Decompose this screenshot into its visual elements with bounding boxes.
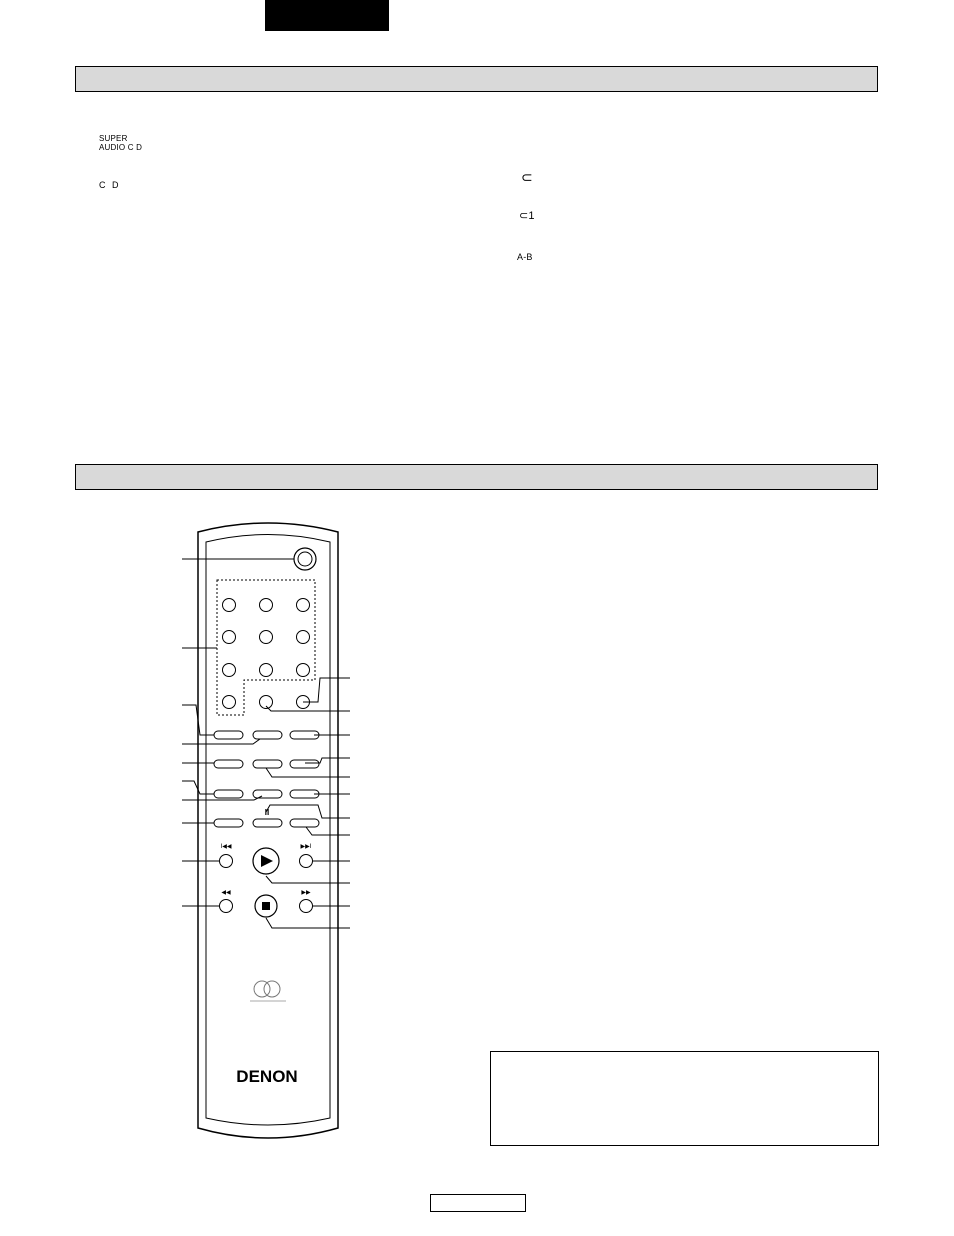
function-button-r3-mid[interactable] bbox=[253, 790, 282, 798]
skip-back-icon: I◀◀ bbox=[220, 843, 232, 850]
cd-indicator: C D bbox=[99, 180, 121, 190]
page-number-box bbox=[430, 1194, 526, 1212]
number-key-0[interactable] bbox=[223, 696, 236, 709]
function-button-r4-right[interactable] bbox=[290, 819, 319, 827]
function-button-r1-mid[interactable] bbox=[253, 731, 282, 739]
number-key-6[interactable] bbox=[297, 631, 310, 644]
rewind-icon: ◀◀ bbox=[221, 889, 231, 896]
skip-forward-button[interactable] bbox=[300, 855, 313, 868]
pause-button[interactable] bbox=[253, 819, 282, 827]
play-button[interactable] bbox=[253, 848, 279, 874]
number-key-3[interactable] bbox=[297, 599, 310, 612]
number-key-5[interactable] bbox=[260, 631, 273, 644]
skip-forward-icon: ▶▶I bbox=[300, 843, 312, 850]
skip-back-button[interactable] bbox=[220, 855, 233, 868]
repeat-ab-indicator: A-B bbox=[517, 252, 533, 262]
function-button-r2-right[interactable] bbox=[290, 760, 319, 768]
function-button-r2-mid[interactable] bbox=[253, 760, 282, 768]
number-key-8[interactable] bbox=[260, 664, 273, 677]
brand-logo: DENON bbox=[236, 1067, 298, 1086]
fast-forward-button[interactable] bbox=[300, 900, 313, 913]
super-audio-cd-indicator: SUPER AUDIO C D bbox=[99, 134, 143, 152]
number-key-4[interactable] bbox=[223, 631, 236, 644]
remote-body bbox=[198, 523, 338, 1138]
number-key-7[interactable] bbox=[223, 664, 236, 677]
note-box bbox=[490, 1051, 879, 1146]
number-key-1[interactable] bbox=[223, 599, 236, 612]
repeat-one-indicator: ⊂1 bbox=[519, 210, 535, 222]
function-button-r4-left[interactable] bbox=[214, 819, 243, 827]
function-button-r3-left[interactable] bbox=[214, 790, 243, 798]
power-button[interactable] bbox=[294, 548, 316, 570]
repeat-all-indicator: ⊂ bbox=[521, 169, 533, 185]
fast-forward-icon: ▶▶ bbox=[301, 889, 311, 896]
rewind-button[interactable] bbox=[220, 900, 233, 913]
number-key-2[interactable] bbox=[260, 599, 273, 612]
function-button-r1-left[interactable] bbox=[214, 731, 243, 739]
function-button-r2-left[interactable] bbox=[214, 760, 243, 768]
number-key-9[interactable] bbox=[297, 664, 310, 677]
stop-button[interactable] bbox=[255, 895, 277, 917]
pause-icon: II bbox=[264, 808, 270, 817]
